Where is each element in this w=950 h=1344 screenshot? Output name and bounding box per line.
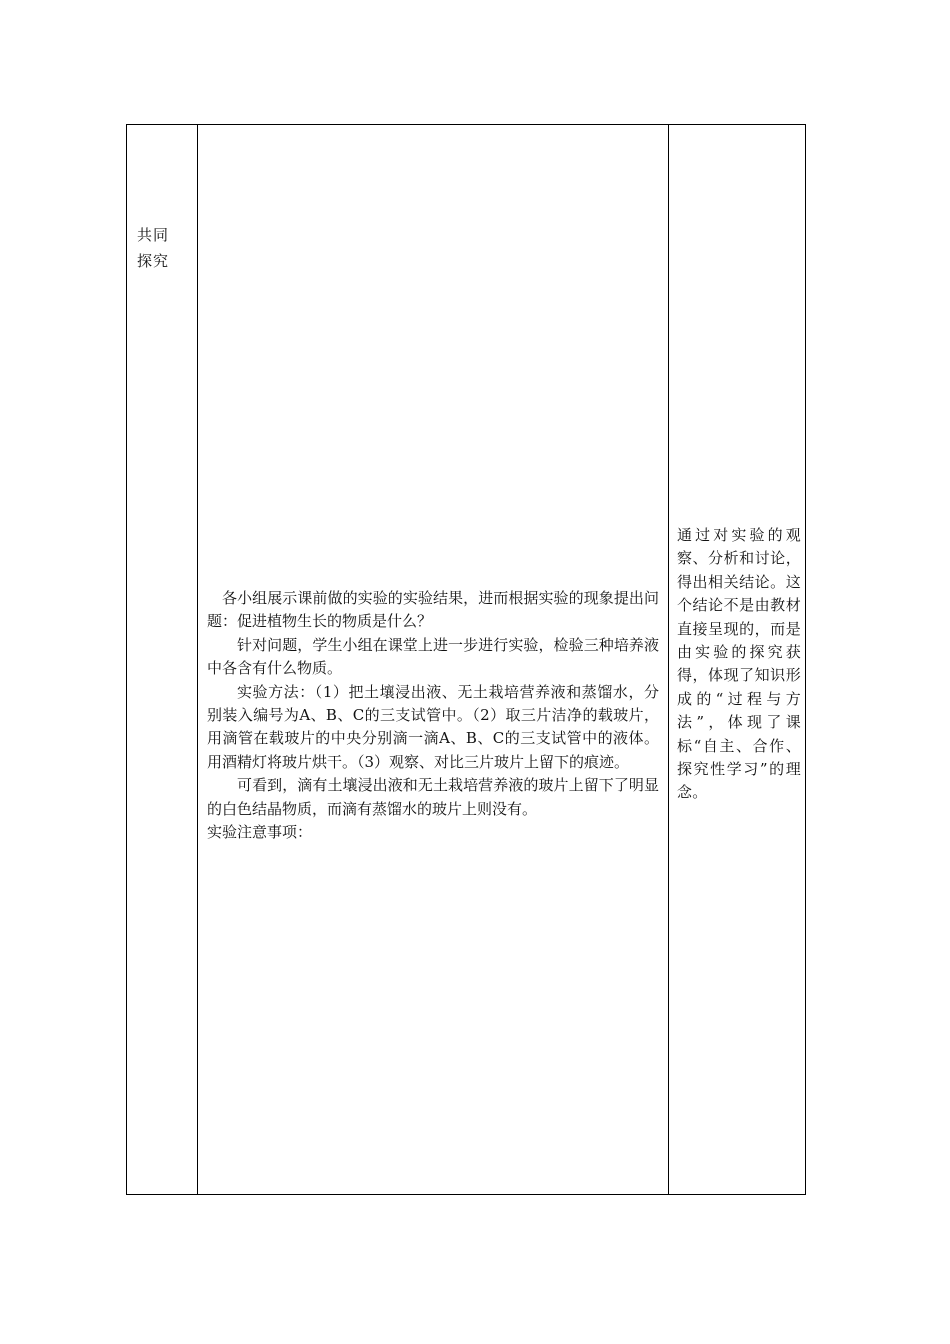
content-paragraph-result: 可看到，滴有土壤浸出液和无土栽培营养液的玻片上留下了明显的白色结晶物质，而滴有蒸馏水的玻片上则没有。 [207, 776, 659, 818]
lesson-plan-table [126, 124, 806, 1195]
section-label [137, 222, 177, 274]
activity-content [207, 587, 659, 844]
column-divider-left [197, 125, 198, 1194]
content-paragraph-method: 实验方法：（1）把土壤浸出液、无土栽培营养液和蒸馏水，分别装入编号为A、B、C的三支试管中。（2）取三片洁净的载玻片，用滴管在载玻片的中央分别滴一滴A、B、C的三支试管中的液体。用酒精灯将玻片烘干。（3）观察、对比三片玻片上留下的痕迹。 [207, 682, 659, 771]
design-intent-text: 通过对实验的观察、分析和讨论，得出相关结论。这个结论不是由教材直接呈现的，而是由实验的探究获得，体现了知识形成的“过程与方法”，体现了课标“自主、合作、探究性学习”的理念。 [677, 526, 801, 802]
section-label-line-1: 共同 [137, 226, 170, 244]
design-intent-note [677, 524, 801, 805]
content-paragraph-intro: 各小组展示课前做的实验的实验结果，进而根据实验的现象提出问题：促进植物生长的物质是什么？ [207, 589, 659, 631]
column-divider-right [668, 125, 669, 1194]
content-paragraph-question: 针对问题，学生小组在课堂上进一步进行实验，检验三种培养液中各含有什么物质。 [207, 635, 659, 678]
content-paragraph-notes-heading: 实验注意事项： [207, 823, 313, 842]
section-label-line-2: 探究 [137, 252, 170, 270]
